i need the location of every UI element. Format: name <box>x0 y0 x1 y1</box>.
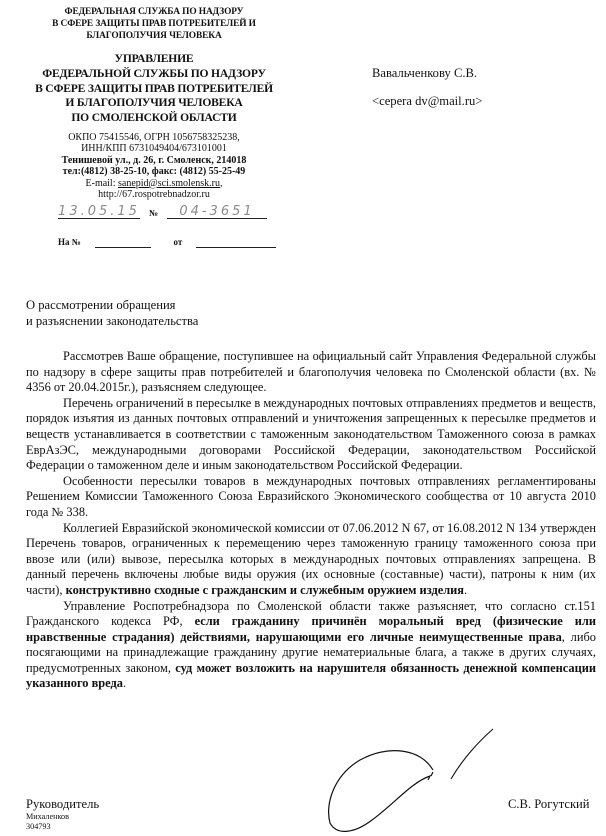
signature-loop <box>329 751 433 832</box>
inn-kpp: ИНН/КПП 6731049404/673101001 <box>81 143 227 155</box>
paragraph: Перечень ограничений в пересылке в международных почтовых отправлениях предметов и веществ, порядок изъятия из данных почтовых отправлений и уничтожения запрещенных к пересылке предметов и веществ устанавливается в соответствии с таможенным законодательством Таможенного союза в рамках ЕврАзЭС, международными договорами Российской Федерации, законодательством Российской Федерации о таможенном деле и иным законодательством Российской Федерации. <box>26 395 596 473</box>
subject-line: О рассмотрении обращения <box>26 298 176 312</box>
paragraph: Рассмотрев Ваше обращение, поступившее на официальный сайт Управления Федеральной службы по надзору в сфере защиты прав потребителей и благополучия человека по Смоленской области (вх. № 4356 от 20.04.2015г.), разъясняем следующее. <box>26 349 596 395</box>
address: Тенишевой ул., д. 26, г. Смоленск, 214018 <box>61 154 247 166</box>
okpo-ogrn: ОКПО 75415546, ОГРН 1056758325238, <box>68 132 240 143</box>
agency-line: БЛАГОПОЛУЧИЯ ЧЕЛОВЕКА <box>86 31 222 41</box>
paragraph-text: , либо посягающими на принадлежащие гражданину другие нематериальные блага, а также в других случаях, предусмотренных законом, <box>26 629 596 675</box>
email-link[interactable]: sanepid@sci.smolensk.ru <box>118 177 220 189</box>
paragraph-text: . <box>464 582 468 597</box>
emphasis: если гражданину причинён моральный вред (физические или нравственные страдания) действиями, нарушающими его личные неимущественные права <box>26 614 596 644</box>
executor-name: Михаленков <box>26 812 69 821</box>
agency-line: ФЕДЕРАЛЬНАЯ СЛУЖБА ПО НАДЗОРУ <box>64 7 244 17</box>
outgoing-number-handwritten: 04-3651 <box>179 204 255 219</box>
paragraph-text: Коллегией Евразийской экономической комиссии от 07.06.2012 N 67, от 16.08.2012 N 134 утвержден Перечень товаров, ограниченных к перемещению через таможенную границу таможенного союза при ввозе или (или) вывозе, пересылка которых в международных почтовых отправлениях запрещена. В данный перечень включены любые виды оружия (их основные (составные) части), патроны к ним (их части), <box>26 520 596 597</box>
email-suffix: , <box>219 177 223 189</box>
signatory-title: Руководитель <box>26 797 100 811</box>
paragraph: Особенности пересылки товаров в международных почтовых отправлениях регламентированы Решением Комиссии Таможенного Союза Евразийского Экономического сообщества от 10 августа 2010 года № 338. <box>26 473 596 519</box>
department-line: УПРАВЛЕНИЕ <box>114 52 194 65</box>
number-label: № <box>148 208 159 218</box>
subject-line: и разъяснении законодательства <box>26 314 199 328</box>
executor-block <box>26 812 69 831</box>
recipient-name: Вавальченкову С.В. <box>372 66 478 80</box>
signature-slash <box>451 729 493 779</box>
outgoing-date-handwritten: 13.05.15 <box>58 204 140 219</box>
from-label: от <box>173 237 183 247</box>
phone-fax: тел:(4812) 38-25-10, факс: (4812) 55-25-49 <box>62 166 246 178</box>
department-line: В СФЕРЕ ЗАЩИТЫ ПРАВ ПОТРЕБИТЕЛЕЙ <box>35 81 273 95</box>
emphasis: суд может возложить на нарушителя обязанность денежной компенсации указанного вреда <box>26 660 596 691</box>
department-line: ФЕДЕРАЛЬНОЙ СЛУЖБЫ ПО НАДЗОРУ <box>42 66 266 80</box>
executor-phone: 304793 <box>26 821 51 831</box>
paragraph-text: Управление Роспотребнадзора по Смоленской области также разъясняет, что согласно ст.151 Гражданского кодекса РФ, <box>26 598 596 629</box>
recipient-email: <cepera dv@mail.ru> <box>372 94 483 108</box>
agency-line: В СФЕРЕ ЗАЩИТЫ ПРАВ ПОТРЕБИТЕЛЕЙ И <box>52 19 256 29</box>
paragraph-text: . <box>122 676 127 691</box>
reply-to-label: На № <box>58 237 81 247</box>
emphasis: конструктивно сходные с гражданским и служебным оружием изделия <box>65 582 465 597</box>
department-line: ПО СМОЛЕНСКОЙ ОБЛАСТИ <box>71 111 237 125</box>
email-label: E-mail: <box>85 177 118 189</box>
website-link[interactable]: http://67.rospotrebnadzor.ru <box>98 189 210 201</box>
department-line: И БЛАГОПОЛУЧИЯ ЧЕЛОВЕКА <box>65 96 243 110</box>
signatory-name: С.В. Рогутский <box>508 797 590 811</box>
